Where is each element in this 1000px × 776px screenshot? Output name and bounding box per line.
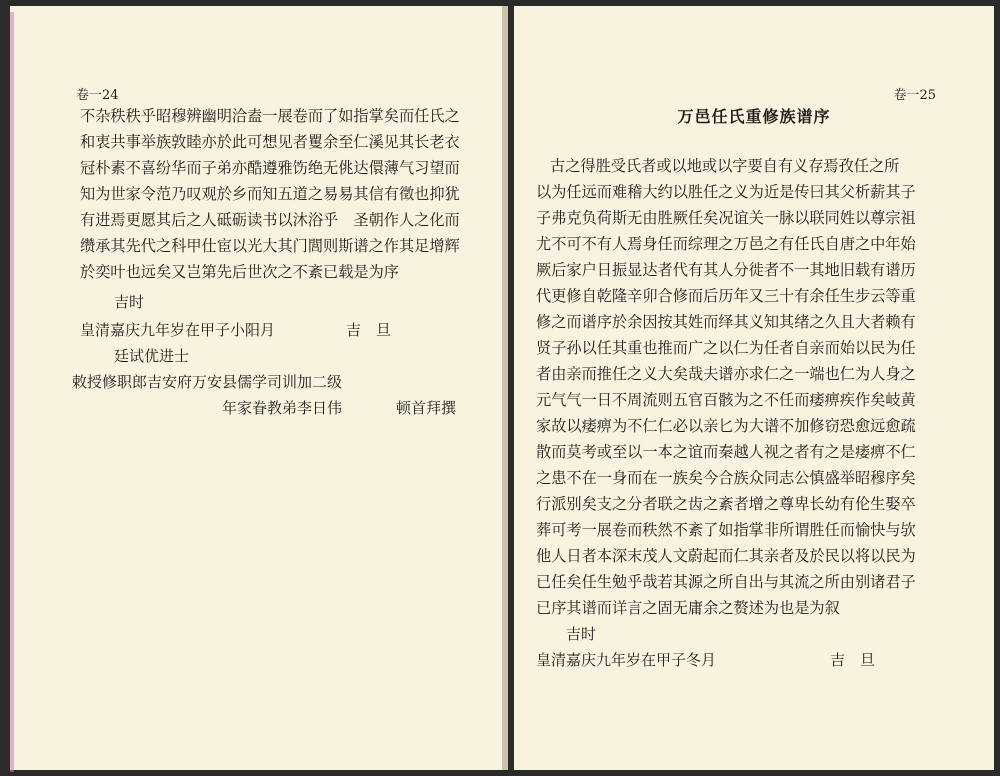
text-line: 修之而谱序於余因按其姓而绎其义知其绪之久且大者赖有 bbox=[536, 313, 916, 331]
signature-author: 年家眷教弟李日伟 bbox=[222, 399, 343, 417]
text-line: 於奕叶也远矣又岂第先后世次之不紊已载是为序 bbox=[80, 263, 399, 281]
text-line: 知为世家令范乃叹观於乡而知五道之易易其信有徵也抑犹 bbox=[80, 185, 460, 203]
text-line: 贤子孙以任其重也推而广之以仁为任者自亲而始以民为任 bbox=[536, 339, 916, 357]
text-line: 散而莫考或至以一本之谊而秦越人视之者有之是痿痹不仁 bbox=[536, 443, 916, 461]
text-line: 葬可考一展卷而秩然不紊了如指掌非所谓胜任而愉快与欤 bbox=[536, 521, 916, 539]
signature-title: 敕授修职郎吉安府万安县儒学司训加二级 bbox=[72, 373, 343, 391]
text-line: 缵承其先代之科甲仕宦以光大其门閭则斯谱之作其足增辉 bbox=[80, 237, 460, 255]
page-number: 卷一24 bbox=[76, 88, 119, 103]
text-line: 厥后家户日振显达者代有其人分徙者不一其地旧载有谱历 bbox=[536, 261, 916, 279]
signature-degree: 廷试优进士 bbox=[114, 347, 190, 365]
text-line: 子弗克负荷斯无由胜厥任矣况谊关一脉以联同姓以尊宗祖 bbox=[536, 209, 916, 227]
signature-salute: 顿首拜撰 bbox=[396, 399, 457, 417]
text-line: 者由亲而推任之义大矣哉夫谱亦求仁之一端也仁为人身之 bbox=[536, 365, 916, 383]
text-line: 和衷共事举族敦睦亦於此可想见者矍余至仁溪见其长老衣 bbox=[80, 133, 460, 151]
signature-place: 吉时 bbox=[566, 625, 597, 643]
preface-title: 万邑任氏重修族谱序 bbox=[677, 107, 831, 126]
text-line: 之患不在一身而在一族矣今合族众同志公慎盛举昭穆序矣 bbox=[536, 469, 916, 487]
text-line: 家故以痿痹为不仁仁必以亲匕为大谱不加修窃恐愈远愈疏 bbox=[536, 417, 916, 435]
text-line: 不杂秩秩乎昭穆辨幽明洽盍一展卷而了如指掌矣而任氏之 bbox=[80, 107, 460, 125]
signature-date-day: 吉 旦 bbox=[346, 321, 392, 339]
text-line: 冠朴素不喜纷华而子弟亦酷遵雅饬绝无佻达儇薄气习望而 bbox=[80, 159, 460, 177]
text-line: 代更修自乾隆辛卯合修而后历年又三十有余任生步云等重 bbox=[536, 287, 916, 305]
page-number: 卷一25 bbox=[893, 88, 936, 103]
text-line: 古之得胜受氏者或以地或以字要自有义存焉孜任之所 bbox=[550, 157, 900, 175]
text-line: 尤不可不有人焉身任而综理之万邑之有任氏自唐之中年始 bbox=[536, 235, 916, 253]
text-line: 有进焉更愿其后之人砥砺读书以沐浴乎 圣朝作人之化而 bbox=[80, 211, 460, 229]
signature-date: 皇清嘉庆九年岁在甲子冬月 bbox=[536, 651, 717, 669]
text-line: 已序其谱而详言之固无庸余之赘述为也是为叙 bbox=[536, 599, 840, 617]
signature-place: 吉时 bbox=[114, 293, 145, 311]
text-line: 以为任远而难稽大约以胜任之义为近是传曰其父析薪其子 bbox=[536, 183, 916, 201]
text-line: 行派别矣支之分者联之齿之紊者增之尊卑长幼有伦生娶卒 bbox=[536, 495, 916, 513]
left-page bbox=[10, 6, 508, 770]
signature-date: 皇清嘉庆九年岁在甲子小阳月 bbox=[80, 321, 276, 339]
text-line: 元气气一日不周流则五官百骸为之不任而痿痹疾作矣岐黄 bbox=[536, 391, 916, 409]
page-edge-stroke bbox=[10, 12, 14, 772]
text-line: 已任矣任生勉乎哉若其源之所自出与其流之所由别诸君子 bbox=[536, 573, 916, 591]
right-page bbox=[514, 6, 994, 770]
text-line: 他人日者本深末茂人文蔚起而仁其亲者及於民以将以民为 bbox=[536, 547, 916, 565]
signature-date-day: 吉 旦 bbox=[830, 651, 876, 669]
